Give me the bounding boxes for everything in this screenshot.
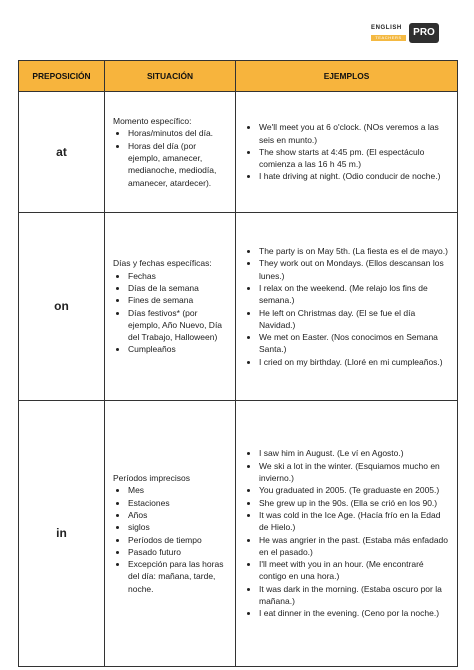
situation-cell (105, 92, 236, 213)
situation-list (113, 484, 227, 595)
situation-list (113, 270, 227, 356)
examples-cell (236, 213, 458, 401)
list-item: • The show starts at 4:45 pm. (El espectáculo comienza a las 16 h 45 m.) (259, 146, 449, 171)
preposition-cell: on (19, 213, 105, 401)
list-item: • They work out on Mondays. (Ellos descansan los lunes.) (259, 257, 449, 282)
situation-cell (105, 213, 236, 401)
list-item: • She grew up in the 90s. (Ella se crió en los 90.) (259, 497, 449, 509)
list-item: • siglos (128, 521, 227, 533)
list-item: • Fechas (128, 270, 227, 282)
situation-cell (105, 401, 236, 667)
list-item: • You graduated in 2005. (Te graduaste en 2005.) (259, 484, 449, 496)
list-item: • I eat dinner in the evening. (Ceno por la noche.) (259, 607, 449, 619)
examples-list (244, 447, 449, 619)
list-item: • Años (128, 509, 227, 521)
list-item: • Horas/minutos del día. (128, 127, 227, 139)
list-item: • I'll meet with you in an hour. (Me encontraré contigo en una hora.) (259, 558, 449, 583)
examples-list (244, 121, 449, 182)
list-item: • Cumpleaños (128, 343, 227, 355)
list-item: • We'll meet you at 6 o'clock. (NOs veremos a las seis en munto.) (259, 121, 449, 146)
list-item: • I saw him in August. (Le ví en Agosto.) (259, 447, 449, 459)
list-item: • Pasado futuro (128, 546, 227, 558)
list-item: • He was angrier in the past. (Estaba más enfadado en el pasado.) (259, 534, 449, 559)
list-item: • Días festivos* (por ejemplo, Año Nuevo, Día del Trabajo, Halloween) (128, 307, 227, 344)
table-row (19, 92, 458, 213)
list-item: • It was dark in the morning. (Estaba oscuro por la mañana.) (259, 583, 449, 608)
list-item: • Períodos de tiempo (128, 534, 227, 546)
table-row (19, 401, 458, 667)
prepositions-table (18, 60, 458, 667)
list-item: • I cried on my birthday. (Lloré en mi cumpleaños.) (259, 356, 449, 368)
situation-intro: Momento específico: (113, 116, 192, 127)
list-item: • Estaciones (128, 497, 227, 509)
situation-intro: Días y fechas específicas: (113, 258, 212, 269)
preposition-cell: at (19, 92, 105, 213)
examples-list (244, 245, 449, 368)
header-preposicion: PREPOSICIÓN (19, 61, 105, 92)
list-item: • He left on Christmas day. (El se fue el día Navidad.) (259, 307, 449, 332)
logo (371, 22, 443, 46)
list-item: • It was cold in the Ice Age. (Hacía frío en la Edad de Hielo.) (259, 509, 449, 534)
list-item: • The party is on May 5th. (La fiesta es el de mayo.) (259, 245, 449, 257)
header-situacion: SITUACIÓN (105, 61, 236, 92)
logo-badge: PRO (409, 23, 439, 43)
list-item: • Fines de semana (128, 294, 227, 306)
list-item: • Horas del día (por ejemplo, amanecer, medianoche, mediodía, amanecer, atardecer). (128, 140, 227, 189)
list-item: • Excepción para las horas del día: mañana, tarde, noche. (128, 558, 227, 595)
header-ejemplos: EJEMPLOS (236, 61, 458, 92)
list-item: • Días de la semana (128, 282, 227, 294)
examples-cell (236, 401, 458, 667)
list-item: • I hate driving at night. (Odio conducir de noche.) (259, 170, 449, 182)
situation-intro: Períodos imprecisos (113, 473, 191, 484)
list-item: • I relax on the weekend. (Me relajo los fins de semana.) (259, 282, 449, 307)
list-item: • We ski a lot in the winter. (Esquiamos mucho en invierno.) (259, 460, 449, 485)
examples-cell (236, 92, 458, 213)
table-row (19, 213, 458, 401)
logo-text-teachers: TEACHERS (371, 35, 406, 41)
list-item: • Mes (128, 484, 227, 496)
situation-list (113, 127, 227, 188)
preposition-cell: in (19, 401, 105, 667)
logo-text-english: ENGLISH (371, 25, 402, 31)
list-item: • We met on Easter. (Nos conocimos en Semana Santa.) (259, 331, 449, 356)
